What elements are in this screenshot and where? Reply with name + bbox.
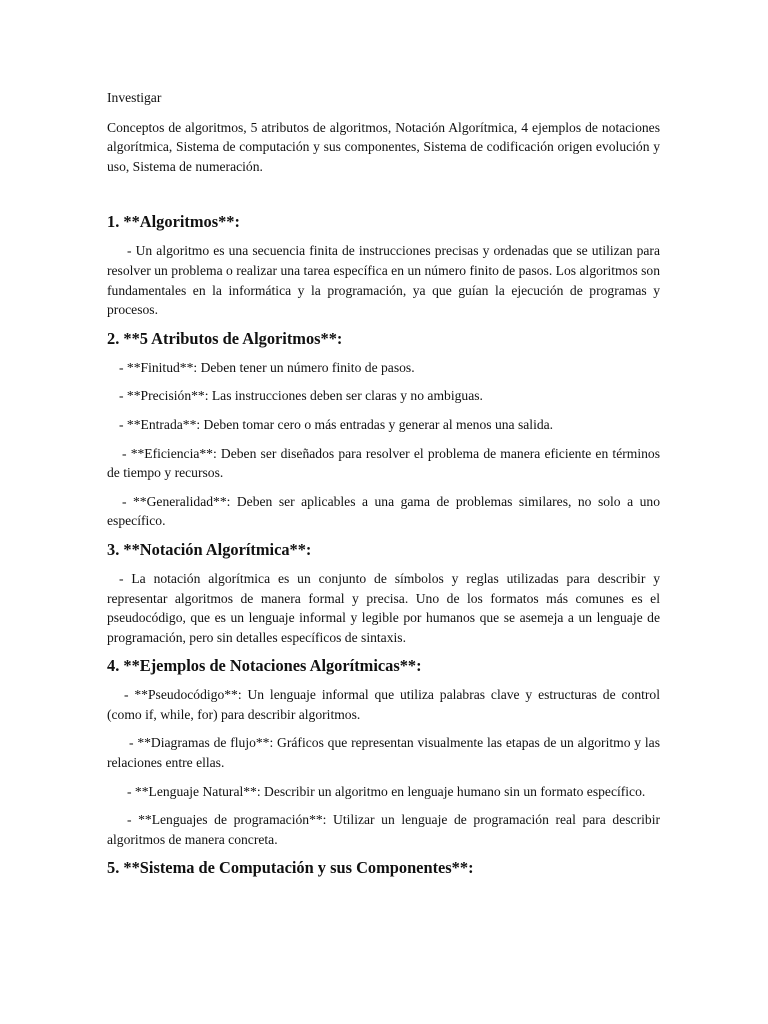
section-heading-algoritmos: 1. **Algoritmos**: <box>107 212 240 232</box>
list-item-lenguaje-natural: - **Lenguaje Natural**: Describir un algoritmo en lenguaje humano sin un formato específico. <box>127 783 646 799</box>
section-heading-ejemplos: 4. **Ejemplos de Notaciones Algorítmicas**: <box>107 656 422 676</box>
doc-title: Investigar <box>107 90 162 105</box>
document-page <box>107 88 660 887</box>
section-heading-atributos: 2. **5 Atributos de Algoritmos**: <box>107 328 343 348</box>
section-heading-notacion: 3. **Notación Algorítmica**: <box>107 539 312 559</box>
section-body-notacion: - La notación algorítmica es un conjunto de símbolos y reglas utilizadas para describir y representar algoritmos de manera formal y precisa. Uno de los formatos más comunes es el pseudocódigo, que es un lenguaje informal y legible por humanos que se asemeja a un lenguaje de programación, pero sin detalles específicos de sintaxis. <box>107 570 660 645</box>
section-heading-sistema-computacion: 5. **Sistema de Computación y sus Componentes**: <box>107 858 474 878</box>
list-item-entrada: - **Entrada**: Deben tomar cero o más entradas y generar al menos una salida. <box>119 416 554 432</box>
section-body-algoritmos: - Un algoritmo es una secuencia finita de instrucciones precisas y ordenadas que se utilizan para resolver un problema o realizar una tarea específica en un número finito de pasos. Los algoritmos son fundamentales en la informática y la programación, ya que guían la ejecución de programas y procesos. <box>107 243 660 318</box>
list-item-pseudocodigo: - **Pseudocódigo**: Un lenguaje informal que utiliza palabras clave y estructuras de control (como if, while, for) para describir algoritmos. <box>107 687 660 722</box>
list-item-eficiencia: - **Eficiencia**: Deben ser diseñados para resolver el problema de manera eficiente en términos de tiempo y recursos. <box>107 445 660 481</box>
list-item-lenguajes-programacion: - **Lenguajes de programación**: Utilizar un lenguaje de programación real para describir algoritmos de manera concreta. <box>107 812 660 847</box>
intro-paragraph: Conceptos de algoritmos, 5 atributos de algoritmos, Notación Algorítmica, 4 ejemplos de notaciones algorítmica, Sistema de computación y sus componentes, Sistema de codificación origen evolución y uso, Sistema de numeración. <box>107 119 660 174</box>
list-item-finitud: - **Finitud**: Deben tener un número finito de pasos. <box>119 359 415 375</box>
list-item-precision: - **Precisión**: Las instrucciones deben ser claras y no ambiguas. <box>119 388 483 404</box>
list-item-diagramas: - **Diagramas de flujo**: Gráficos que representan visualmente las etapas de un algoritmo y las relaciones entre ellas. <box>107 735 660 771</box>
list-item-generalidad: - **Generalidad**: Deben ser aplicables a una gama de problemas similares, no solo a uno específico. <box>107 493 660 529</box>
